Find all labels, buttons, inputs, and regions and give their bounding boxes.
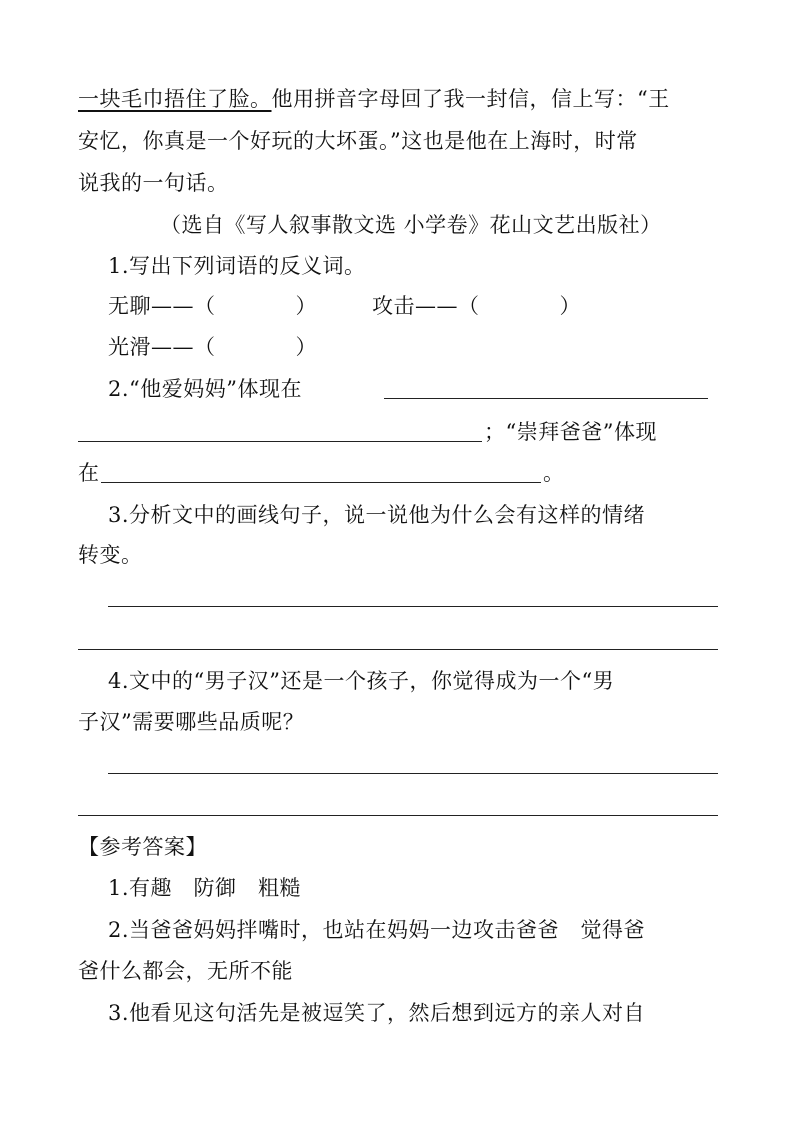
passage-line-2: 安忆，你真是一个好玩的大坏蛋。”这也是他在上海时，时常 bbox=[78, 129, 638, 153]
answers-heading: 【参考答案】 bbox=[78, 835, 207, 859]
answer-3-line-1: 3.他看见这句活先是被逗笑了，然后想到远方的亲人对自 bbox=[108, 1001, 646, 1025]
answer-line-q4-b[interactable] bbox=[78, 815, 718, 816]
q1-word-1-close: ） bbox=[295, 294, 317, 318]
q1-word-2-close: ） bbox=[559, 294, 581, 318]
q1-word-3 bbox=[108, 332, 317, 362]
answer-2-line-2: 爸什么都会，无所不能 bbox=[78, 959, 293, 983]
question-4-line-1: 4.文中的“男子汉”还是一个孩子，你觉得成为一个“男 bbox=[108, 669, 615, 693]
question-4-line-2: 子汉”需要哪些品质呢？ bbox=[78, 710, 305, 734]
answer-line-q2-c[interactable] bbox=[101, 482, 541, 483]
answer-line-q2-a[interactable] bbox=[384, 398, 708, 399]
answer-line-q3-a[interactable] bbox=[108, 606, 718, 607]
passage-line-1 bbox=[78, 84, 670, 114]
question-3-line-1: 3.分析文中的画线句子，说一说他为什么会有这样的情绪 bbox=[108, 503, 646, 527]
q1-word-1 bbox=[108, 291, 317, 321]
q1-word-3-close: ） bbox=[295, 335, 317, 359]
q1-word-3-label: 光滑——（ bbox=[108, 335, 216, 359]
underlined-sentence: 一块毛巾捂住了脸。 bbox=[78, 87, 272, 111]
question-2-part-3: 在 bbox=[78, 461, 100, 485]
q1-word-1-label: 无聊——（ bbox=[108, 294, 216, 318]
answer-line-q3-b[interactable] bbox=[78, 649, 718, 650]
q1-word-2-label: 攻击——（ bbox=[372, 294, 480, 318]
source-citation: （选自《写人叙事散文选 小学卷》花山文艺出版社） bbox=[160, 213, 662, 237]
answer-line-q4-a[interactable] bbox=[108, 773, 718, 774]
question-1-title: 1.写出下列词语的反义词。 bbox=[108, 254, 366, 278]
question-2-part-2: ；“崇拜爸爸”体现 bbox=[484, 420, 657, 444]
answer-line-q2-b[interactable] bbox=[78, 441, 482, 442]
question-2-end: 。 bbox=[543, 461, 565, 485]
passage-line-1-rest: 他用拼音字母回了我一封信，信上写：“王 bbox=[271, 87, 670, 111]
q1-word-2 bbox=[372, 291, 581, 321]
question-2-part-1: 2.“他爱妈妈”体现在 bbox=[108, 377, 303, 401]
question-3-line-2: 转变。 bbox=[78, 543, 143, 567]
answer-2-line-1: 2.当爸爸妈妈拌嘴时，也站在妈妈一边攻击爸爸 觉得爸 bbox=[108, 918, 646, 942]
passage-line-3: 说我的一句话。 bbox=[78, 171, 229, 195]
answer-1: 1.有趣 防御 粗糙 bbox=[108, 876, 302, 900]
